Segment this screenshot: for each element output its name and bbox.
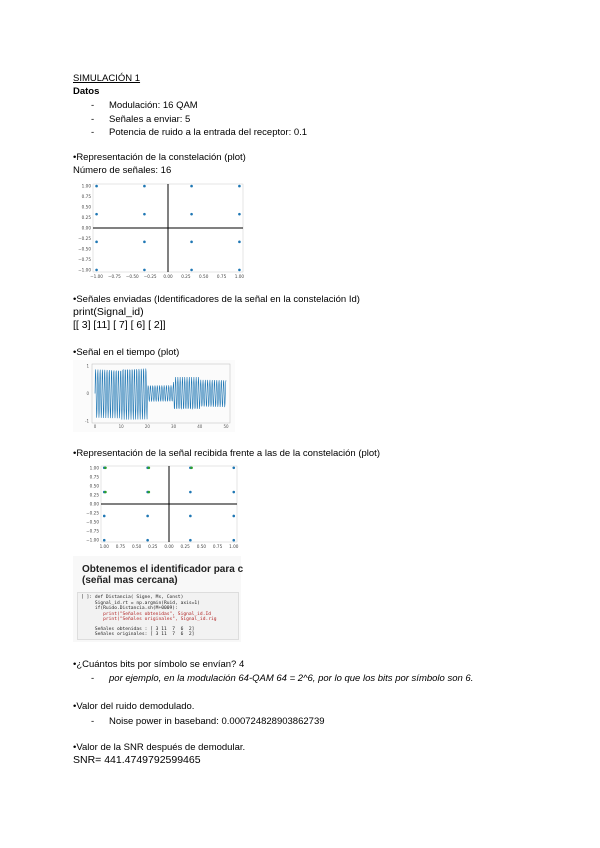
y-tick-label: 0.25 [81,215,91,221]
constellation-point [190,241,193,244]
code-line: [ ]: def Distancia( Signe, Ms, Const) [81,595,184,600]
enviadas-heading: •Señales enviadas (Identificadores de la señal en la constelación Id) [73,294,360,305]
constellation-point [232,491,235,494]
bits-heading: •¿Cuántos bits por símbolo se envían? 4 [73,659,245,670]
y-tick-label: −0.25 [86,510,99,516]
x-tick-label: 1.00 [234,274,245,279]
constellation-point [95,213,98,216]
received-point [190,467,193,470]
x-tick-label: 30 [171,424,177,429]
code-cell [77,592,239,640]
notebook-heading-1: Obtenemos el identificador para c [82,564,244,575]
constellation-point [146,539,149,542]
constellation-point [143,213,146,216]
y-tick-label: 1.00 [81,183,91,189]
constellation-point [189,491,192,494]
constellation-point [238,241,241,244]
constellation-point [190,185,193,188]
received-point [148,491,151,494]
received-point [104,491,107,494]
constellation-point [95,241,98,244]
x-tick-label: 0.25 [180,544,190,549]
y-tick-label: 0 [86,391,89,396]
x-tick-label: 0 [93,424,97,429]
y-tick-label: 1.00 [89,465,99,471]
constellation-point [189,515,192,518]
y-tick-label: 1 [86,363,89,369]
x-tick-label: 0.75 [216,274,227,279]
y-tick-label: −1.00 [86,537,99,543]
bullet: - [91,716,95,727]
y-tick-label: 0.50 [89,483,99,489]
constelacion-heading: •Representación de la constelación (plot) [73,152,246,163]
snr-heading: •Valor de la SNR después de demodular. [73,742,246,753]
notebook-heading-2: (señal mas cercana) [82,575,178,586]
constellation-point [189,539,192,542]
y-tick-label: −0.50 [86,519,99,525]
y-tick-label: 0.00 [81,225,91,231]
datos-item: Modulación: 16 QAM [109,100,198,111]
x-tick-label: 0.75 [115,544,126,549]
print-code: print(Signal_id) [73,306,144,318]
datos-heading: Datos [73,86,100,97]
constellation-point [143,185,146,188]
x-tick-label: 0.00 [163,274,173,279]
y-tick-label: 0.75 [89,474,99,480]
noise-power: Noise power in baseband: 0.000724828903862739 [109,716,325,727]
bullet: - [91,127,95,138]
received-point [148,467,151,470]
code-line: print("Señales obtenidas", Signal_id.Id [81,611,211,617]
y-tick-label: −0.75 [86,528,99,534]
code-output-line: Señales obtenidas : [ 3 11 7 6 2] [81,626,195,632]
constellation-point [190,213,193,216]
code-output-line: Señales originales: [ 3 11 7 6 2] [81,632,195,638]
x-tick-label: −0.75 [108,274,121,279]
time-signal-plot [73,360,235,432]
y-tick-label: 0.75 [81,194,91,200]
constellation-point [238,185,241,188]
y-tick-label: −0.50 [78,246,91,252]
x-tick-label: 20 [144,424,150,429]
received-constellation-plot [73,460,241,556]
bullet: - [91,673,95,684]
x-tick-label: 0.75 [212,544,223,549]
bullet: - [91,114,95,125]
x-tick-label: 10 [118,424,124,429]
bits-note: por ejemplo, en la modulación 64-QAM 64 = 2^6, por lo que los bits por símbolo son 6. [109,673,474,684]
constellation-point [95,269,98,272]
code-line: Signal_id.rt = np.argmin(Ruid, axis=1) [81,600,200,606]
constellation-point [232,515,235,518]
x-tick-label: 0.25 [148,544,158,549]
x-tick-label: 0.50 [199,274,209,279]
bullet: - [91,100,95,111]
x-tick-label: −0.25 [143,274,157,279]
constellation-point [103,539,106,542]
snr-value: SNR= 441.4749792599465 [73,754,201,766]
code-line: print("Señales originales", Signal_id.rig [81,617,217,623]
ruido-heading: •Valor del ruido demodulado. [73,701,195,712]
constellation-point [190,269,193,272]
constellation-point [143,241,146,244]
x-tick-label: 1.00 [99,544,109,549]
x-tick-label: −0.50 [125,274,139,279]
constellation-point [238,213,241,216]
page-title: SIMULACIÓN 1 [73,73,141,84]
x-tick-label: −1.00 [90,274,103,279]
x-tick-label: 1.00 [229,544,239,549]
datos-item: Señales a enviar: 5 [109,114,191,125]
y-tick-label: 0.50 [81,204,91,210]
y-tick-label: -1 [85,418,89,424]
constellation-point [238,269,241,272]
x-tick-label: 0.50 [196,544,207,549]
y-tick-label: 0.25 [89,492,99,498]
num-senales: Número de señales: 16 [73,165,172,176]
y-tick-label: −0.25 [78,235,91,241]
constellation-point [232,467,235,470]
x-tick-label: 0.50 [131,544,142,549]
constellation-plot [73,178,253,282]
constellation-point [103,515,106,518]
x-tick-label: 0.25 [181,274,191,279]
code-line: if(Ruido.Distancia.sh(M+0009): [81,606,178,612]
tiempo-heading: •Señal en el tiempo (plot) [73,347,180,358]
recibida-heading: •Representación de la señal recibida frente a las de la constelación (plot) [73,448,380,459]
datos-item: Potencia de ruido a la entrada del receptor: 0.1 [109,127,308,138]
constellation-point [232,539,235,542]
y-tick-label: −0.75 [78,256,91,262]
constellation-point [146,515,149,518]
x-tick-label: 40 [197,424,203,429]
constellation-point [95,185,98,188]
x-tick-label: 0.00 [164,544,174,549]
y-tick-label: −1.00 [78,267,91,273]
signal-id-output: [[ 3] [11] [ 7] [ 6] [ 2]] [73,319,166,331]
notebook-screenshot [73,460,244,642]
y-tick-label: 0.00 [89,501,99,507]
x-tick-label: 50 [223,424,229,429]
received-point [104,467,107,470]
constellation-point [143,269,146,272]
plot-background [73,178,253,282]
